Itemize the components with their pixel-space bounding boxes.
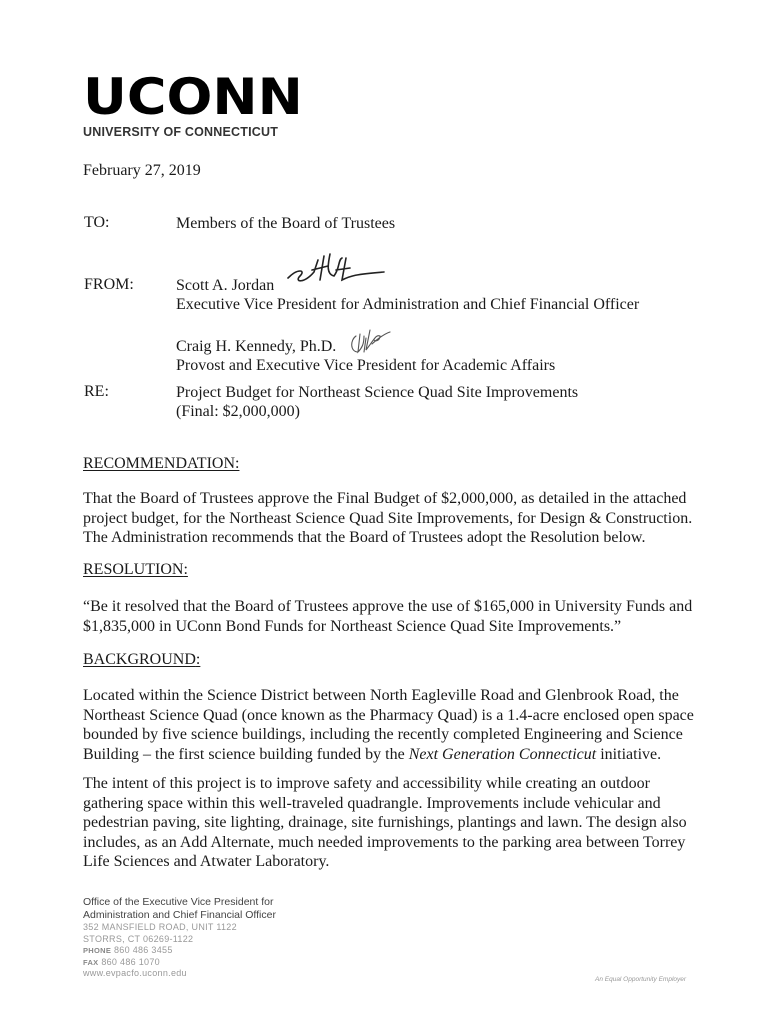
footer-office-line: Office of the Executive Vice President for (83, 896, 274, 908)
resolution-heading: RESOLUTION: (83, 561, 188, 578)
re-line-2: (Final: $2,000,000) (176, 403, 300, 420)
paragraph-line: gathering space within this well-traveled quadrangle. Improvements include vehicular and (83, 794, 661, 812)
resolution-paragraph (83, 597, 693, 636)
from-title-2: Provost and Executive Vice President for Academic Affairs (176, 357, 556, 374)
re-label: RE: (84, 383, 109, 400)
from-name-2: Craig H. Kennedy, Ph.D. (176, 338, 337, 355)
from-name-1: Scott A. Jordan (176, 277, 275, 294)
recommendation-paragraph (83, 489, 693, 548)
signature-kennedy (346, 318, 394, 358)
paragraph-line: The intent of this project is to improve safety and accessibility while creating an outdoor (83, 775, 650, 792)
recommendation-heading: RECOMMENDATION: (83, 455, 240, 472)
background-heading: BACKGROUND: (83, 651, 201, 668)
memo-date: February 27, 2019 (83, 162, 201, 179)
to-value: Members of the Board of Trustees (176, 215, 396, 232)
paragraph-line: That the Board of Trustees approve the Final Budget of $2,000,000, as detailed in the attached (83, 490, 687, 507)
background-paragraph-1 (83, 686, 694, 764)
paragraph-line: bounded by five science buildings, including the recently completed Engineering and Science (83, 726, 683, 743)
paragraph-line: pedestrian paving, site lighting, drainage, site furnishings, plantings and lawn. The design also (83, 814, 687, 831)
footer-phone: PHONE 860 486 3455 (83, 945, 173, 955)
from-title-1: Executive Vice President for Administration and Chief Financial Officer (176, 296, 640, 313)
next-gen-ct-italic: Next Generation Connecticut (408, 745, 597, 763)
office-footer (83, 896, 276, 980)
to-label: TO: (84, 214, 110, 231)
paragraph-line: Life Sciences and Atwater Laboratory. (83, 853, 330, 870)
equal-opportunity-note: An Equal Opportunity Employer (595, 976, 687, 983)
paragraph-line: “Be it resolved that the Board of Trustees approve the use of $165,000 in University Funds and (83, 598, 693, 615)
paragraph-line: $1,835,000 in UConn Bond Funds for Northeast Science Quad Site Improvements.” (83, 617, 622, 635)
paragraph-line: includes, as an Add Alternate, much needed improvements to the parking area between Torrey (83, 833, 686, 851)
paragraph-line: The Administration recommends that the Board of Trustees adopt the Resolution below. (83, 529, 646, 546)
paragraph-line: project budget, for the Northeast Science Quad Site Improvements, for Design & Construction. (83, 509, 693, 527)
logo-subtitle: UNIVERSITY OF CONNECTICUT (83, 125, 279, 139)
logo-wordmark: UCONN (83, 68, 303, 126)
uconn-logo (83, 68, 303, 139)
footer-website: www.evpacfo.uconn.edu (83, 968, 187, 978)
footer-address: 352 MANSFIELD ROAD, UNIT 1122 (83, 922, 237, 932)
paragraph-line: Northeast Science Quad (once known as the Pharmacy Quad) is a 1.4-acre enclosed open space (83, 706, 694, 724)
signature-jordan (284, 246, 394, 290)
re-line-1: Project Budget for Northeast Science Quad Site Improvements (176, 384, 579, 401)
footer-fax: FAX 860 486 1070 (83, 956, 160, 967)
footer-address: STORRS, CT 06269-1122 (83, 933, 194, 944)
from-label: FROM: (84, 276, 134, 293)
background-paragraph-2 (83, 774, 687, 872)
paragraph-line: Located within the Science District between North Eagleville Road and Glenbrook Road, the (83, 687, 679, 704)
paragraph-line: Building – the first science building funded by the Next Generation Connecticut initiative. (83, 745, 662, 763)
footer-office-line: Administration and Chief Financial Officer (83, 909, 276, 921)
